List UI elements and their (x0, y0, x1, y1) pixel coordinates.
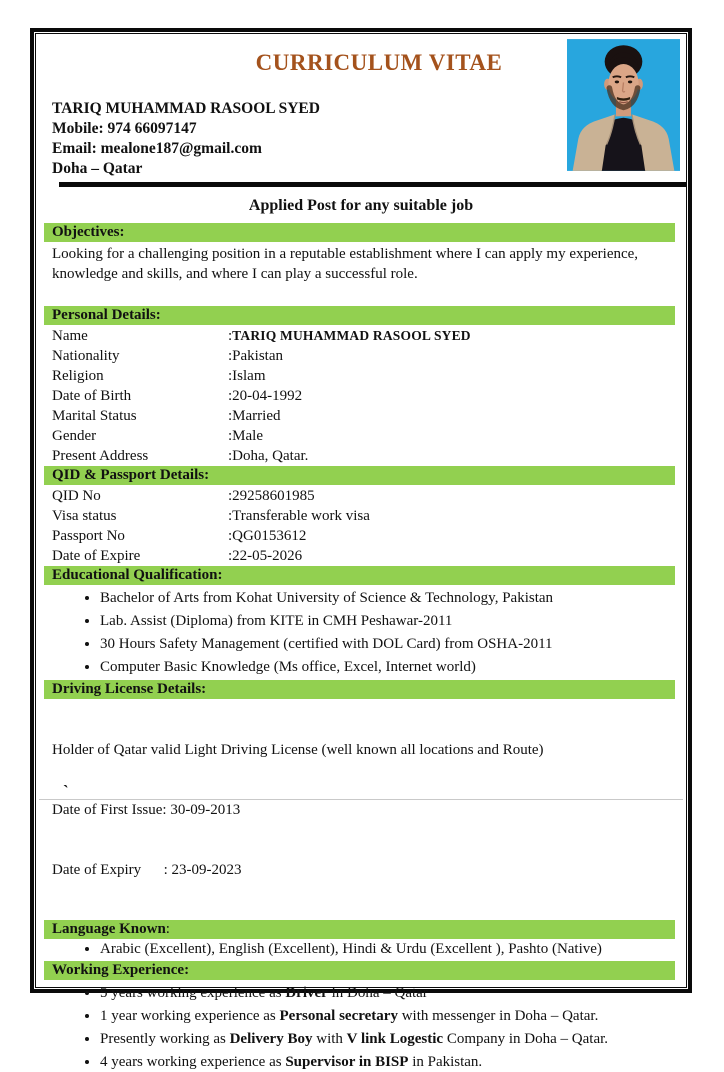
section-heading-objectives: Objectives: (44, 223, 675, 242)
detail-row (52, 546, 686, 566)
detail-value: Islam (232, 368, 266, 384)
objectives-text: Looking for a challenging position in a reputable establishment where I can apply my experience, knowledge and skills, and where I can play a successful role. (52, 246, 639, 282)
text-segment: 1 year working experience as (100, 1008, 280, 1024)
contact-location: Doha – Qatar (52, 160, 143, 177)
section-heading-driving-license: Driving License Details: (44, 680, 675, 699)
detail-row (52, 506, 686, 526)
languages-heading-text: Language Known (52, 921, 166, 937)
detail-row (52, 526, 686, 546)
detail-row (52, 446, 686, 466)
detail-label: QID No (52, 488, 101, 504)
education-item: • Bachelor of Arts from Kohat University of Science & Technology, Pakistan (100, 588, 660, 608)
detail-colon: : (228, 348, 233, 364)
detail-row (52, 426, 686, 446)
driving-license-line: Date of Expiry : 23-09-2023 (52, 862, 242, 878)
text-segment: in Pakistan. (408, 1054, 483, 1070)
detail-label: Religion (52, 368, 104, 384)
education-item: • Lab. Assist (Diploma) from KITE in CMH Peshawar-2011 (100, 611, 660, 631)
detail-row (52, 486, 686, 506)
section-heading-languages (44, 920, 675, 939)
section-heading-education: Educational Qualification: (44, 566, 675, 585)
languages-heading-colon: : (165, 921, 170, 937)
detail-row (52, 346, 686, 366)
section-heading-qid-passport: QID & Passport Details: (44, 466, 675, 485)
detail-colon: : (228, 528, 233, 544)
detail-row (52, 386, 686, 406)
experience-item (100, 983, 660, 1003)
detail-colon: : (228, 508, 233, 524)
languages-list (36, 939, 686, 959)
detail-colon: : (228, 368, 233, 384)
qid-passport-rows (52, 486, 686, 566)
contact-name: TARIQ MUHAMMAD RASOOL SYED (52, 100, 320, 117)
detail-label: Date of Expire (52, 548, 141, 564)
cv-title: CURRICULUM VITAE (255, 50, 503, 75)
applied-post-line: Applied Post for any suitable job (248, 197, 474, 214)
detail-colon: : (228, 408, 233, 424)
portrait-illustration (567, 36, 680, 174)
detail-label: Gender (52, 428, 97, 444)
faint-table-border (39, 799, 683, 800)
detail-label: Marital Status (52, 408, 137, 424)
section-heading-personal-details: Personal Details: (44, 306, 675, 325)
detail-label: Date of Birth (52, 388, 132, 404)
text-segment: 5 years working experience as (100, 985, 286, 1001)
driving-license-lines (52, 700, 672, 920)
detail-label: Name (52, 328, 88, 344)
detail-colon: : (228, 548, 233, 564)
header-divider (59, 182, 686, 187)
detail-colon: : (228, 488, 233, 504)
text-segment: in Doha – Qatar (327, 985, 428, 1001)
detail-value: 22-05-2026 (232, 548, 303, 564)
driving-license-line: Date of First Issue: 30-09-2013 (52, 802, 241, 818)
detail-colon: : (228, 448, 233, 464)
detail-value: Transferable work visa (232, 508, 370, 524)
education-item: • Computer Basic Knowledge (Ms office, Excel, Internet world) (100, 657, 660, 677)
text-segment: with (312, 1031, 347, 1047)
detail-value: Pakistan (232, 348, 284, 364)
text-segment: Presently working as (100, 1031, 230, 1047)
education-list (36, 588, 686, 677)
experience-item (100, 1052, 660, 1072)
text-segment: Driver (285, 985, 328, 1001)
detail-value: 20-04-1992 (232, 388, 303, 404)
experience-list (36, 983, 686, 1072)
detail-value: Doha, Qatar. (232, 448, 309, 464)
detail-value: 29258601985 (232, 488, 315, 504)
section-heading-experience: Working Experience: (44, 961, 675, 980)
driving-license-line: Holder of Qatar valid Light Driving License (well known all locations and Route) (52, 742, 544, 758)
detail-colon: : (228, 328, 233, 344)
detail-label: Nationality (52, 348, 120, 364)
experience-item (100, 1006, 660, 1026)
text-segment: Delivery Boy (229, 1031, 313, 1047)
language-item: • Arabic (Excellent), English (Excellent), Hindi & Urdu (Excellent ), Pashto (Native) (100, 939, 652, 959)
stray-tick-mark: ` (63, 782, 69, 801)
detail-label: Passport No (52, 528, 125, 544)
detail-row (52, 366, 686, 386)
experience-item (100, 1029, 660, 1049)
text-segment: with messenger in Doha – Qatar. (397, 1008, 599, 1024)
detail-row (52, 326, 686, 346)
education-item: • 30 Hours Safety Management (certified with DOL Card) from OSHA-2011 (100, 634, 660, 654)
personal-details-rows (52, 326, 686, 466)
detail-value: QG0153612 (232, 528, 307, 544)
detail-value: Married (232, 408, 281, 424)
text-segment: V link Logestic (346, 1031, 444, 1047)
text-segment: Personal secretary (279, 1008, 398, 1024)
detail-row (52, 406, 686, 426)
detail-label: Visa status (52, 508, 117, 524)
applicant-photo (558, 34, 686, 182)
contact-email: Email: mealone187@gmail.com (52, 140, 262, 157)
document-border (30, 28, 692, 1070)
text-segment: Company in Doha – Qatar. (443, 1031, 609, 1047)
document-inner-border (35, 33, 687, 1070)
detail-colon: : (228, 388, 233, 404)
detail-colon: : (228, 428, 233, 444)
detail-label: Present Address (52, 448, 149, 464)
detail-value: TARIQ MUHAMMAD RASOOL SYED (232, 328, 471, 343)
contact-mobile: Mobile: 974 66097147 (52, 120, 197, 137)
text-segment: 4 years working experience as (100, 1054, 286, 1070)
text-segment: Supervisor in BISP (285, 1054, 409, 1070)
detail-value: Male (232, 428, 263, 444)
